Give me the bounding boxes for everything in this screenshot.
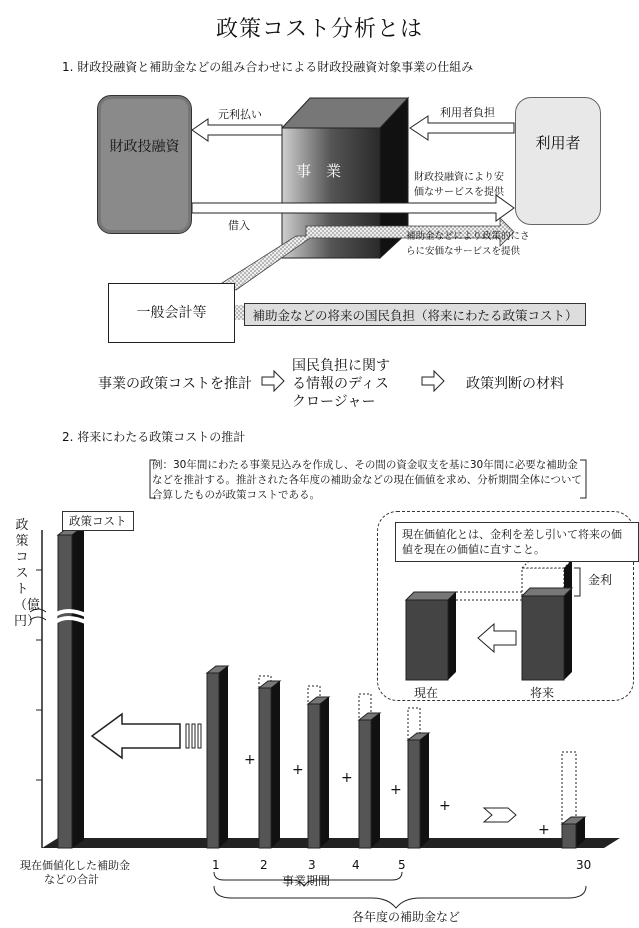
- service1-line1: 財政投融資により安: [414, 172, 504, 183]
- year-label: 3: [308, 858, 316, 872]
- chart-floor: [42, 838, 620, 848]
- flow-right: 政策判断の材料: [466, 376, 564, 392]
- zaisei-box: [97, 95, 192, 234]
- riyousha-label: 利用者: [535, 134, 581, 152]
- section2-heading: 2. 将来にわたる政策コストの推計: [62, 430, 246, 444]
- pv-kinri-label: 金利: [588, 573, 613, 587]
- service2-line2: らに安価なサービスを提供: [406, 246, 521, 257]
- total-label-line1: 現在価値化した補助金: [20, 859, 130, 872]
- period-label: 事業期間: [282, 874, 331, 888]
- year-bar-5: [408, 708, 429, 848]
- plus-sign: +: [439, 798, 451, 814]
- future-burden-label: 補助金などの将来の国民負担（将来にわたる政策コスト）: [252, 308, 578, 323]
- section1-heading: 1. 財政投融資と補助金などの組み合わせによる財政投融資対象事業の仕組み: [62, 60, 474, 74]
- pv-present-label: 現在: [414, 686, 439, 700]
- year-label: 2: [260, 858, 268, 872]
- plus-sign: +: [341, 770, 353, 786]
- policy-cost-label: 政策コスト: [62, 511, 134, 531]
- flow-mid-line2: る情報のディス: [292, 376, 389, 392]
- total-cost-bar: [54, 526, 88, 848]
- continuation-chevron: [484, 808, 516, 822]
- ganri-label: 元利払い: [218, 108, 262, 121]
- year-label: 5: [398, 858, 406, 872]
- flow-arrow-2: [422, 371, 444, 391]
- flow-mid-line1: 国民負担に関す: [292, 358, 390, 374]
- pv-future-label: 将来: [530, 686, 555, 700]
- service2-line1: 補助金などにより政策的にさ: [406, 231, 530, 242]
- total-label-line2: などの合計: [44, 873, 99, 886]
- service1-line2: 価なサービスを提供: [414, 187, 504, 198]
- year-label: 30: [576, 858, 592, 872]
- year-bar-30: [562, 752, 585, 848]
- zaisei-label: 財政投融資: [109, 139, 180, 155]
- year-bar-4: [359, 694, 380, 848]
- plus-sign: +: [292, 762, 304, 778]
- flow-left: 事業の政策コストを推計: [98, 376, 252, 392]
- pv-sum-arrow: [92, 714, 201, 758]
- ippan-box: [108, 283, 235, 343]
- example-text: 例：30年間にわたる事業見込みを作成し、その間の資金収支を基に30年間に必要な補助金などを推計する。推計された各年度の補助金などの現在価値を求め、分析期間全体について合算したものが政策コストである。: [152, 459, 582, 501]
- page-title: 政策コスト分析とは: [215, 17, 423, 42]
- ganri-arrow: [192, 119, 282, 141]
- plus-sign: +: [538, 822, 550, 838]
- riyousha-futan-label: 利用者負担: [440, 106, 495, 119]
- year-bar-1: [207, 666, 228, 848]
- year-bar-2: [259, 676, 280, 848]
- jigyou-label: 事 業: [296, 162, 342, 180]
- year-label: 1: [212, 858, 220, 872]
- plus-sign: +: [390, 782, 402, 798]
- kariire-label: 借入: [228, 219, 250, 232]
- pv-description: 現在価値化とは、金利を差し引いて将来の価値を現在の価値に直すこと。: [395, 522, 639, 562]
- y-axis-label: 政策コスト（億円）: [14, 518, 41, 629]
- flow-arrow-1: [262, 371, 284, 391]
- flow-mid-line3: クロージャー: [292, 394, 376, 410]
- future-burden-box: [244, 303, 586, 326]
- riyousha-box: [515, 97, 601, 225]
- plus-sign: +: [244, 752, 256, 768]
- year-bar-3: [308, 686, 329, 848]
- year-label: 4: [352, 858, 360, 872]
- subsidy-label: 各年度の補助金など: [352, 910, 461, 924]
- ippan-label: 一般会計等: [136, 305, 207, 321]
